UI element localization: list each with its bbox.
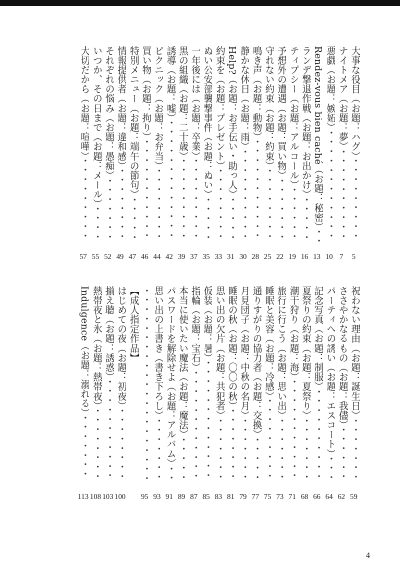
toc-entry-title: 黒の組織（お題：二十歳） ・・・・・・・・・・・・・・・・・・・・・・・・・・・・・・・・・・・・ (176, 46, 188, 242)
toc-entry (323, 46, 335, 261)
toc-entry-page-number: 57 (79, 252, 87, 261)
toc-entry (323, 286, 335, 501)
toc-entry-page-number: 31 (227, 252, 235, 261)
toc-entry (286, 286, 298, 501)
toc-entry-title: 潮干狩り（お題：海） ・・・・・・・・・・・・・・・・・・・・・・・・・・・・・・・・・・・・ (286, 286, 298, 482)
toc-entry-title: はじめての夜（お題：初夜） ・・・・・・・・・・・・・・・・・・・・・・・・・・・・・・・・・・・・ (114, 286, 126, 482)
toc-section-heading (126, 286, 138, 501)
toc-entry-page-number: 62 (337, 492, 346, 501)
toc-entry-title: ピクニック（お題：お弁当） ・・・・・・・・・・・・・・・・・・・・・・・・・・・・・・・・・・・・ (151, 46, 163, 242)
table-of-contents (40, 46, 360, 516)
toc-entry-title: パーティへの誘い（お題：エスコート） ・・・・・・・・・・・・・・・・・・・・・・・・・・・・・・・・・・・・ (323, 286, 335, 482)
toc-entry (102, 46, 114, 261)
toc-entry-page-number: 77 (251, 492, 260, 501)
toc-entry (139, 286, 151, 501)
toc-entry (249, 286, 261, 501)
toc-entry-title: 熱帯夜と氷（お題：熱帯夜） ・・・・・・・・・・・・・・・・・・・・・・・・・・・・・・・・・・・・ (89, 286, 101, 482)
toc-entry-page-number: 13 (313, 252, 321, 261)
toc-entry-page-number: 44 (153, 252, 161, 261)
toc-entry (348, 46, 360, 261)
toc-entry-title: 夏祭りの約束（お題：夏祭り） ・・・・・・・・・・・・・・・・・・・・・・・・・・・・・・・・・・・・ (299, 286, 311, 482)
toc-entry-title: 旅行に行こう（お題：思い出） ・・・・・・・・・・・・・・・・・・・・・・・・・・・・・・・・・・・・ (274, 286, 286, 482)
toc-entry (274, 46, 286, 261)
toc-entry-page-number: 49 (116, 252, 124, 261)
toc-entry-title: 本当に使いたい魔法（お題：魔法） ・・・・・・・・・・・・・・・・・・・・・・・・・・・・・・・・・・・・ (176, 286, 188, 482)
toc-entry-title: 指輪（お題：宝石） ・・・・・・・・・・・・・・・・・・・・・・・・・・・・・・・・・・・・ (188, 286, 200, 482)
toc-entry (299, 46, 311, 261)
toc-entry (114, 286, 126, 501)
toc-entry-page-number: 42 (165, 252, 173, 261)
toc-entry (151, 46, 163, 261)
toc-entry (114, 46, 126, 261)
toc-entry (348, 286, 360, 501)
toc-entry-page-number: 103 (102, 492, 114, 501)
toc-entry-title: いつか、その日まで（お題：メール） ・・・・・・・・・・・・・・・・・・・・・・・・・・・・・・・・・・・・ (89, 46, 101, 242)
toc-entry-title: 睡眠と美容（お題：冷感） ・・・・・・・・・・・・・・・・・・・・・・・・・・・・・・・・・・・・ (262, 286, 274, 482)
toc-entry-page-number: 83 (214, 492, 223, 501)
toc-entry-title: 大事な役目（お題：ハグ） ・・・・・・・・・・・・・・・・・・・・・・・・・・・・・・・・・・・・ (348, 46, 360, 242)
toc-entry (163, 46, 175, 261)
toc-entry-title: Help?（お題：お手伝い・助っ人） ・・・・・・・・・・・・・・・・・・・・・・・・・・・・・・・・・・・・ (225, 46, 237, 242)
toc-entry-page-number: 10 (325, 252, 333, 261)
toc-entry-page-number: 52 (104, 252, 112, 261)
toc-entry-page-number: 87 (190, 492, 198, 501)
toc-entry-title: 思い出の欠片（お題：共犯者） ・・・・・・・・・・・・・・・・・・・・・・・・・・・・・・・・・・・・ (212, 286, 224, 482)
toc-entry (89, 46, 101, 261)
toc-entry-title: 思い出の上書き（書き下ろし） ・・・・・・・・・・・・・・・・・・・・・・・・・・・・・・・・・・・・ (151, 286, 163, 482)
toc-entry-title: 睡眠の秋（お題：〇〇の秋） ・・・・・・・・・・・・・・・・・・・・・・・・・・・・・・・・・・・・ (225, 286, 237, 482)
toc-entry-page-number: 73 (276, 492, 284, 501)
toc-entry-title: 記念写真（お題：制服） ・・・・・・・・・・・・・・・・・・・・・・・・・・・・・・・・・・・・ (311, 286, 323, 482)
toc-entry-page-number: 22 (276, 252, 284, 261)
toc-section-top (40, 46, 360, 261)
toc-entry-title: 一年後には（お題：卒業） ・・・・・・・・・・・・・・・・・・・・・・・・・・・・・・・・・・・・ (188, 46, 200, 242)
toc-entry (212, 286, 224, 501)
toc-entry-page-number: 37 (190, 252, 198, 261)
toc-entry (237, 286, 249, 501)
toc-entry-page-number: 30 (239, 252, 247, 261)
toc-entry-title: 守れない約束（お題：約束） ・・・・・・・・・・・・・・・・・・・・・・・・・・・・・・・・・・・・ (262, 46, 274, 242)
toc-entry-title: 約束を（お題：プレゼント） ・・・・・・・・・・・・・・・・・・・・・・・・・・・・・・・・・・・・ (212, 46, 224, 242)
toc-entry (77, 46, 89, 261)
toc-entry-title: 通りすがりの協力者（お題：交換） ・・・・・・・・・・・・・・・・・・・・・・・・・・・・・・・・・・・・ (249, 286, 261, 482)
toc-entry-page-number: 7 (339, 252, 344, 261)
toc-entry (249, 46, 261, 261)
toc-entry-page-number: 39 (177, 252, 186, 261)
toc-entry-page-number: 91 (165, 492, 173, 501)
toc-entry-page-number: 5 (351, 252, 356, 261)
toc-entry-page-number: 100 (114, 492, 126, 501)
toc-entry-page-number: 25 (263, 252, 272, 261)
toc-entry (311, 46, 323, 261)
toc-entry-title: 誘導（お題：嘘） ・・・・・・・・・・・・・・・・・・・・・・・・・・・・・・・・・・・・ (163, 46, 175, 242)
toc-entry (89, 286, 101, 501)
toc-entry-page-number: 55 (91, 252, 100, 261)
toc-entry-title: Rendez-vous bien caché（お題：秘密） ・・・・・・・・・・・・・・・・・・・・・・・・・・・・・・・・・・・・ (311, 46, 323, 242)
toc-entry (126, 46, 138, 261)
toc-entry-page-number: 19 (288, 252, 296, 261)
toc-entry (77, 286, 89, 501)
toc-entry-page-number: 46 (140, 252, 149, 261)
toc-entry-title: それぞれの悩み（お題：愚痴） ・・・・・・・・・・・・・・・・・・・・・・・・・・・・・・・・・・・・ (102, 46, 114, 242)
toc-entry (163, 286, 175, 501)
toc-entry-title: 悪戯（お題：嫉妬） ・・・・・・・・・・・・・・・・・・・・・・・・・・・・・・・・・・・・ (323, 46, 335, 242)
toc-entry (335, 286, 347, 501)
toc-entry-title: 揃え聴（お題：誘惑） ・・・・・・・・・・・・・・・・・・・・・・・・・・・・・・・・・・・・ (102, 286, 114, 482)
toc-entry-page-number: 35 (202, 252, 210, 261)
toc-entry (299, 286, 311, 501)
toc-entry-title: パスワードを解除せよ（お題：アルバム） ・・・・・・・・・・・・・・・・・・・・・・・・・・・・・・・・・・・・ (163, 286, 175, 482)
toc-entry (311, 286, 323, 501)
page-number: 4 (366, 551, 370, 560)
toc-entry-page-number: 33 (214, 252, 223, 261)
toc-entry-page-number: 113 (77, 492, 89, 501)
toc-entry-title: 大切だから（お題：喧嘩） ・・・・・・・・・・・・・・・・・・・・・・・・・・・・・・・・・・・・ (77, 46, 89, 242)
toc-entry (286, 46, 298, 261)
toc-entry (151, 286, 163, 501)
toc-entry (335, 46, 347, 261)
toc-entry-page-number: 16 (300, 252, 309, 261)
toc-entry-title: 静かな休日（お題：雨） ・・・・・・・・・・・・・・・・・・・・・・・・・・・・・・・・・・・・ (237, 46, 249, 242)
toc-entry-page-number: 59 (350, 492, 358, 501)
toc-entry (200, 46, 212, 261)
toc-entry (139, 46, 151, 261)
toc-entry-page-number: 64 (325, 492, 333, 501)
toc-entry-page-number: 79 (239, 492, 247, 501)
toc-entry-page-number: 47 (128, 252, 137, 261)
toc-entry (225, 46, 237, 261)
toc-section-bottom (40, 286, 360, 501)
toc-entry (176, 286, 188, 501)
toc-entry-title: 【成人指定作品】 (127, 286, 139, 363)
toc-entry (225, 286, 237, 501)
toc-entry (262, 286, 274, 501)
toc-entry-title: Indulgence（お題：溺れる） ・・・・・・・・・・・・・・・・・・・・・・・・・・・・・・・・・・・・ (77, 286, 89, 482)
toc-entry-page-number: 89 (177, 492, 186, 501)
toc-entry (262, 46, 274, 261)
toc-entry-title: 予想外の遭遇（お題：買い物） ・・・・・・・・・・・・・・・・・・・・・・・・・・・・・・・・・・・・ (274, 46, 286, 242)
toc-entry (188, 286, 200, 501)
toc-entry-title: 月見団子（お題：中秋の名月） ・・・・・・・・・・・・・・・・・・・・・・・・・・・・・・・・・・・・ (237, 286, 249, 482)
toc-entry-page-number: 95 (140, 492, 149, 501)
book-page (0, 6, 400, 588)
toc-entry-page-number: 75 (263, 492, 272, 501)
toc-entry-title: ささやかなるもの（お題：我儘） ・・・・・・・・・・・・・・・・・・・・・・・・・・・・・・・・・・・・ (335, 286, 347, 482)
toc-entry-page-number: 108 (89, 492, 102, 501)
toc-entry (200, 286, 212, 501)
toc-entry (237, 46, 249, 261)
toc-entry-title: 情報提供者（お題：違和感） ・・・・・・・・・・・・・・・・・・・・・・・・・・・・・・・・・・・・ (114, 46, 126, 242)
toc-entry-page-number: 81 (227, 492, 235, 501)
toc-entry-page-number: 28 (251, 252, 260, 261)
toc-entry-title: 特別メニュー（お題：端午の節句） ・・・・・・・・・・・・・・・・・・・・・・・・・・・・・・・・・・・・ (126, 46, 138, 242)
toc-entry (188, 46, 200, 261)
toc-entry-title (139, 286, 151, 482)
toc-entry-page-number: 85 (202, 492, 210, 501)
toc-entry-title: ぬい公安部襲撃事件（お題：ぬい） ・・・・・・・・・・・・・・・・・・・・・・・・・・・・・・・・・・・・ (200, 46, 212, 242)
toc-entry-page-number: 71 (288, 492, 296, 501)
toc-entry (102, 286, 114, 501)
toc-entry-title: 買い物（お題：拘り） ・・・・・・・・・・・・・・・・・・・・・・・・・・・・・・・・・・・・ (139, 46, 151, 242)
toc-entry-title: 祝わない理由（お題：誕生日） ・・・・・・・・・・・・・・・・・・・・・・・・・・・・・・・・・・・・ (348, 286, 360, 482)
toc-entry-page-number: 68 (300, 492, 309, 501)
toc-entry-title: 鳴き声（お題：動物） ・・・・・・・・・・・・・・・・・・・・・・・・・・・・・・・・・・・・ (249, 46, 261, 242)
toc-entry-title: ナイトメア（お題：夢） ・・・・・・・・・・・・・・・・・・・・・・・・・・・・・・・・・・・・ (335, 46, 347, 242)
toc-entry (212, 46, 224, 261)
toc-entry-title: ティプシー（お題：アルコール） ・・・・・・・・・・・・・・・・・・・・・・・・・・・・・・・・・・・・ (286, 46, 298, 242)
toc-entry (274, 286, 286, 501)
toc-entry-title: 仮装（お題：暑） ・・・・・・・・・・・・・・・・・・・・・・・・・・・・・・・・・・・・ (200, 286, 212, 482)
toc-entry (176, 46, 188, 261)
toc-entry-page-number: 93 (153, 492, 161, 501)
toc-entry-page-number: 66 (313, 492, 321, 501)
toc-entry-title: ランデ撃退作戦（お題：お出かけ） ・・・・・・・・・・・・・・・・・・・・・・・・・・・・・・・・・・・・ (299, 46, 311, 242)
